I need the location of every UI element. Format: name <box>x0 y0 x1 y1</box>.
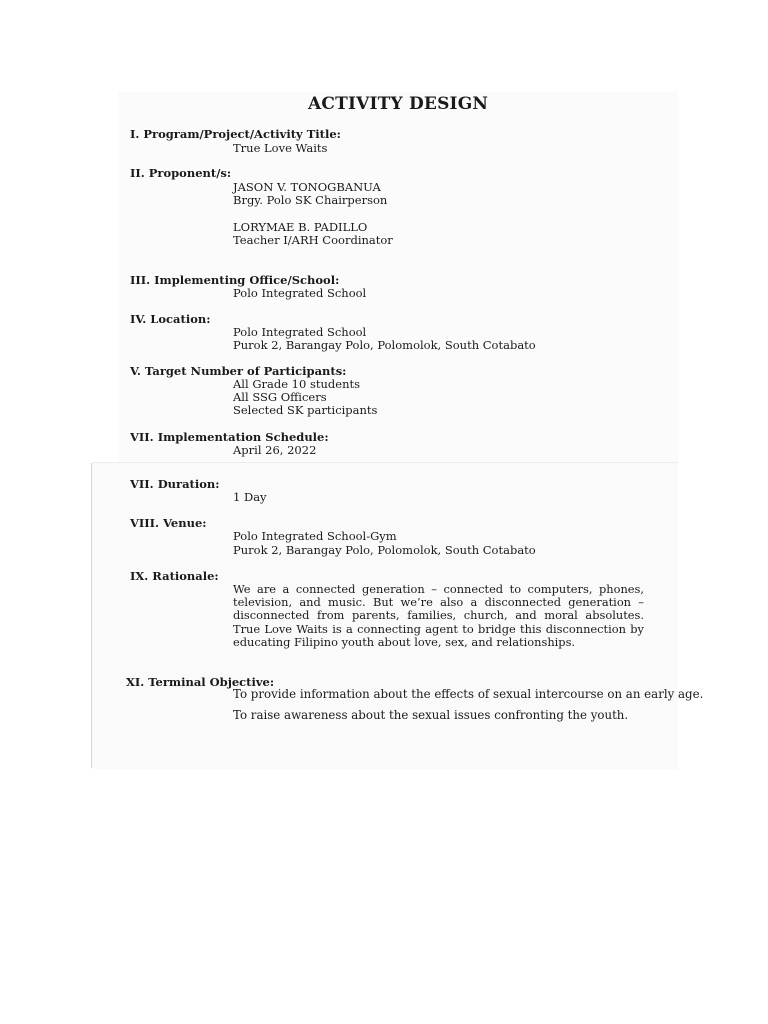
schedule-value: April 26, 2022 <box>233 443 317 457</box>
duration-value: 1 Day <box>233 490 267 504</box>
proponent-2-role: Teacher I/ARH Coordinator <box>233 233 393 247</box>
section-venue-label: VIII. Venue: <box>130 516 207 530</box>
venue-line-2: Purok 2, Barangay Polo, Polomolok, South Cotabato <box>233 543 536 557</box>
section-target-participants-label: V. Target Number of Participants: <box>130 364 347 378</box>
section-terminal-objective-label: XI. Terminal Objective: <box>126 675 275 689</box>
rationale-paragraph: We are a connected generation – connected to computers, phones, television, and music. But we’re also a disconnected generation – disconnected from parents, families, church, and moral absolutes. True Love Waits is a connecting agent to bridge this disconnection by educating Filipino youth about love, sex, and relationships. <box>233 582 644 649</box>
participants-line-2: All SSG Officers <box>233 390 327 404</box>
participants-line-3: Selected SK participants <box>233 403 378 417</box>
section-proponents-label: II. Proponent/s: <box>130 166 232 180</box>
implementing-office-value: Polo Integrated School <box>233 286 367 300</box>
proponent-1-role: Brgy. Polo SK Chairperson <box>233 193 388 207</box>
location-line-2: Purok 2, Barangay Polo, Polomolok, South Cotabato <box>233 338 536 352</box>
participants-line-1: All Grade 10 students <box>233 377 360 391</box>
document-title: ACTIVITY DESIGN <box>308 94 489 114</box>
section-implementing-office-label: III. Implementing Office/School: <box>130 273 340 287</box>
location-line-1: Polo Integrated School <box>233 325 367 339</box>
activity-title-value: True Love Waits <box>233 141 328 155</box>
proponent-2-name: LORYMAE B. PADILLO <box>233 220 368 234</box>
section-title-label: I. Program/Project/Activity Title: <box>130 127 341 141</box>
proponent-1-name: JASON V. TONOGBANUA <box>233 180 381 194</box>
objective-2: To raise awareness about the sexual issues confronting the youth. <box>233 708 629 722</box>
venue-line-1: Polo Integrated School-Gym <box>233 529 397 543</box>
section-duration-label: VII. Duration: <box>130 477 220 491</box>
section-rationale-label: IX. Rationale: <box>130 569 219 583</box>
objective-1: To provide information about the effects of sexual intercourse on an early age. <box>233 687 704 701</box>
section-location-label: IV. Location: <box>130 312 211 326</box>
scan-edge-line <box>91 463 92 768</box>
section-schedule-label: VII. Implementation Schedule: <box>130 430 329 444</box>
